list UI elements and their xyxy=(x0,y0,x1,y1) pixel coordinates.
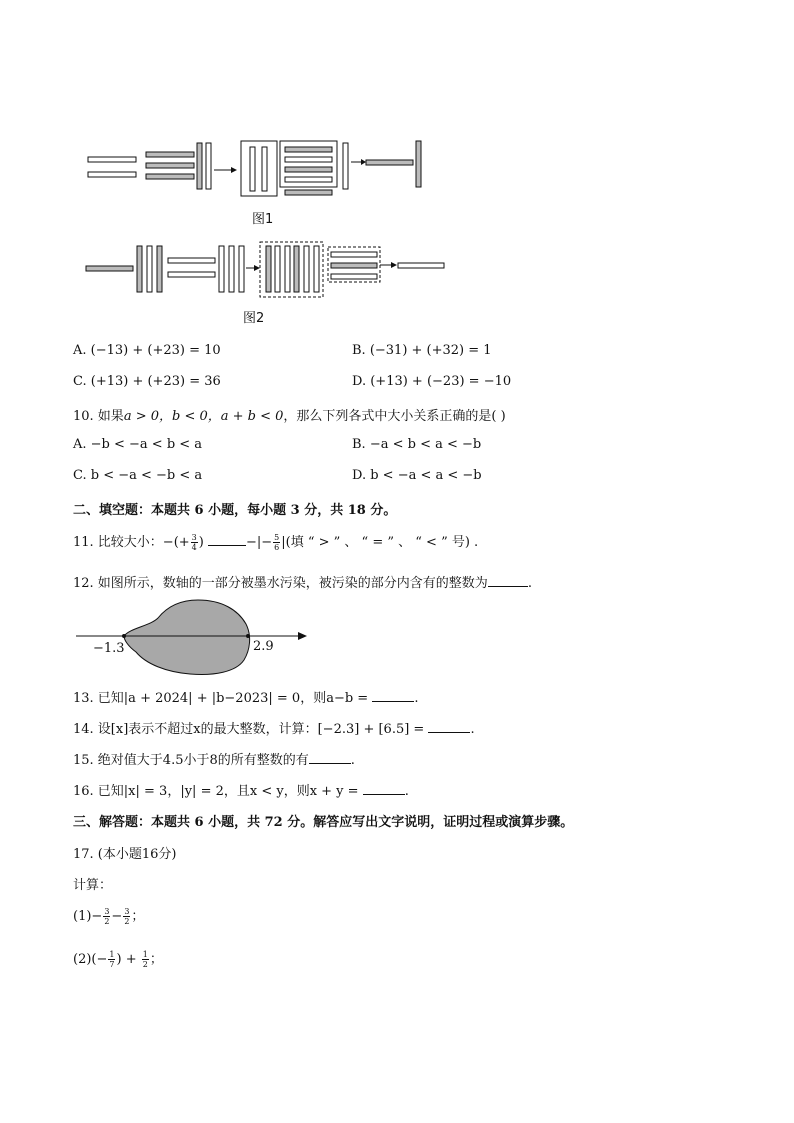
q11-mid: ) xyxy=(198,535,204,550)
label-left: −1.3 xyxy=(93,641,125,656)
number-line-arrow xyxy=(298,632,307,640)
q17-p1-f1-denominator: 2 xyxy=(104,917,110,926)
q17-p2-f1-denominator: 7 xyxy=(109,960,115,969)
q17-part-1 xyxy=(73,905,144,926)
q17-p2-f1-numerator: 1 xyxy=(109,950,115,959)
q10-option-a: A. −b < −a < b < a xyxy=(73,437,203,452)
q14 xyxy=(73,718,475,737)
q11-prefix: 11. 比较大小：−(+ xyxy=(73,535,190,550)
q17-p1-f2-denominator: 2 xyxy=(124,917,130,926)
q17-p2-end: ； xyxy=(149,952,163,967)
q13-end: . xyxy=(414,691,419,706)
q11-frac2-denominator: 6 xyxy=(274,543,280,552)
q17-p2-fraction-2 xyxy=(142,950,149,969)
q11-suffix: |(填 “ > ” 、 “ = ” 、 “ < ” 号) . xyxy=(281,535,479,550)
q10-condition: a > 0，b < 0，a + b < 0 xyxy=(123,409,284,424)
q15-answer-blank[interactable] xyxy=(309,751,351,764)
q11-frac1-numerator: 3 xyxy=(191,533,197,542)
figure-1-caption: 图1 xyxy=(252,212,274,227)
figure-2-caption: 图2 xyxy=(243,311,265,326)
q11-frac2-numerator: 5 xyxy=(274,533,280,542)
point-right xyxy=(246,634,250,638)
q17-p1-operator: − xyxy=(111,909,123,924)
q17-title: 17. (本小题16分) xyxy=(73,847,177,862)
q9-option-a: A. (−13) + (+23) = 10 xyxy=(73,343,221,358)
q17-p1-prefix: (1)− xyxy=(73,909,103,924)
q17-p1-fraction-1 xyxy=(103,907,110,926)
q9-option-d: D. (+13) + (−23) = −10 xyxy=(352,374,512,389)
q16-text: 16. 已知|x| = 3，|y| = 2，且x < y，则x + y = xyxy=(73,784,363,799)
q17-p1-end: ； xyxy=(131,909,145,924)
q17-p1-f1-numerator: 3 xyxy=(104,907,110,916)
q17-part-2 xyxy=(73,948,163,969)
q17-instruction: 计算： xyxy=(73,878,113,893)
q17-p1-f2-numerator: 3 xyxy=(124,907,130,916)
q14-answer-blank[interactable] xyxy=(428,720,470,733)
q15 xyxy=(73,749,355,768)
q16-answer-blank[interactable] xyxy=(363,782,405,795)
q10-stem-prefix: 10. 如果 xyxy=(73,409,124,424)
q14-end: . xyxy=(470,722,475,737)
q10-option-d: D. b < −a < a < −b xyxy=(352,468,482,483)
q11-frac1-denominator: 4 xyxy=(191,543,197,552)
q17-p1-fraction-2 xyxy=(123,907,130,926)
point-left xyxy=(122,634,126,638)
section-3-heading: 三、解答题：本题共 6 小题，共 72 分。解答应写出文字说明，证明过程或演算步骤。 xyxy=(73,815,574,830)
q17-p2-mid: ) + xyxy=(116,952,141,967)
q13-answer-blank[interactable] xyxy=(372,689,414,702)
q9-option-b: B. (−31) + (+32) = 1 xyxy=(352,343,492,358)
q13 xyxy=(73,687,418,706)
q15-text: 15. 绝对值大于4.5小于8的所有整数的有 xyxy=(73,753,309,768)
q9-option-c: C. (+13) + (+23) = 36 xyxy=(73,374,221,389)
label-right: 2.9 xyxy=(253,639,274,654)
q13-text: 13. 已知|a + 2024| + |b−2023| = 0，则a−b = xyxy=(73,691,373,706)
q12-end: . xyxy=(527,576,532,591)
q15-end: . xyxy=(350,753,355,768)
ink-blot xyxy=(124,600,250,674)
section-2-heading: 二、填空题：本题共 6 小题，每小题 3 分，共 18 分。 xyxy=(73,503,397,518)
q17-p2-prefix: (2)(− xyxy=(73,952,108,967)
q17-p2-fraction-1 xyxy=(108,950,115,969)
q12-text: 12. 如图所示，数轴的一部分被墨水污染，被污染的部分内含有的整数为 xyxy=(73,576,488,591)
q16 xyxy=(73,780,409,799)
q10-option-c: C. b < −a < −b < a xyxy=(73,468,203,483)
q17-p2-f2-numerator: 1 xyxy=(142,950,148,959)
q10-option-b: B. −a < b < a < −b xyxy=(352,437,482,452)
q10-stem-suffix: ，那么下列各式中大小关系正确的是( ) xyxy=(283,409,506,424)
q14-text: 14. 设[x]表示不超过x的最大整数，计算：[−2.3] + [6.5] = xyxy=(73,722,429,737)
q11-minus-abs: −|− xyxy=(245,535,273,550)
q16-end: . xyxy=(404,784,409,799)
q17-p2-f2-denominator: 2 xyxy=(142,960,148,969)
